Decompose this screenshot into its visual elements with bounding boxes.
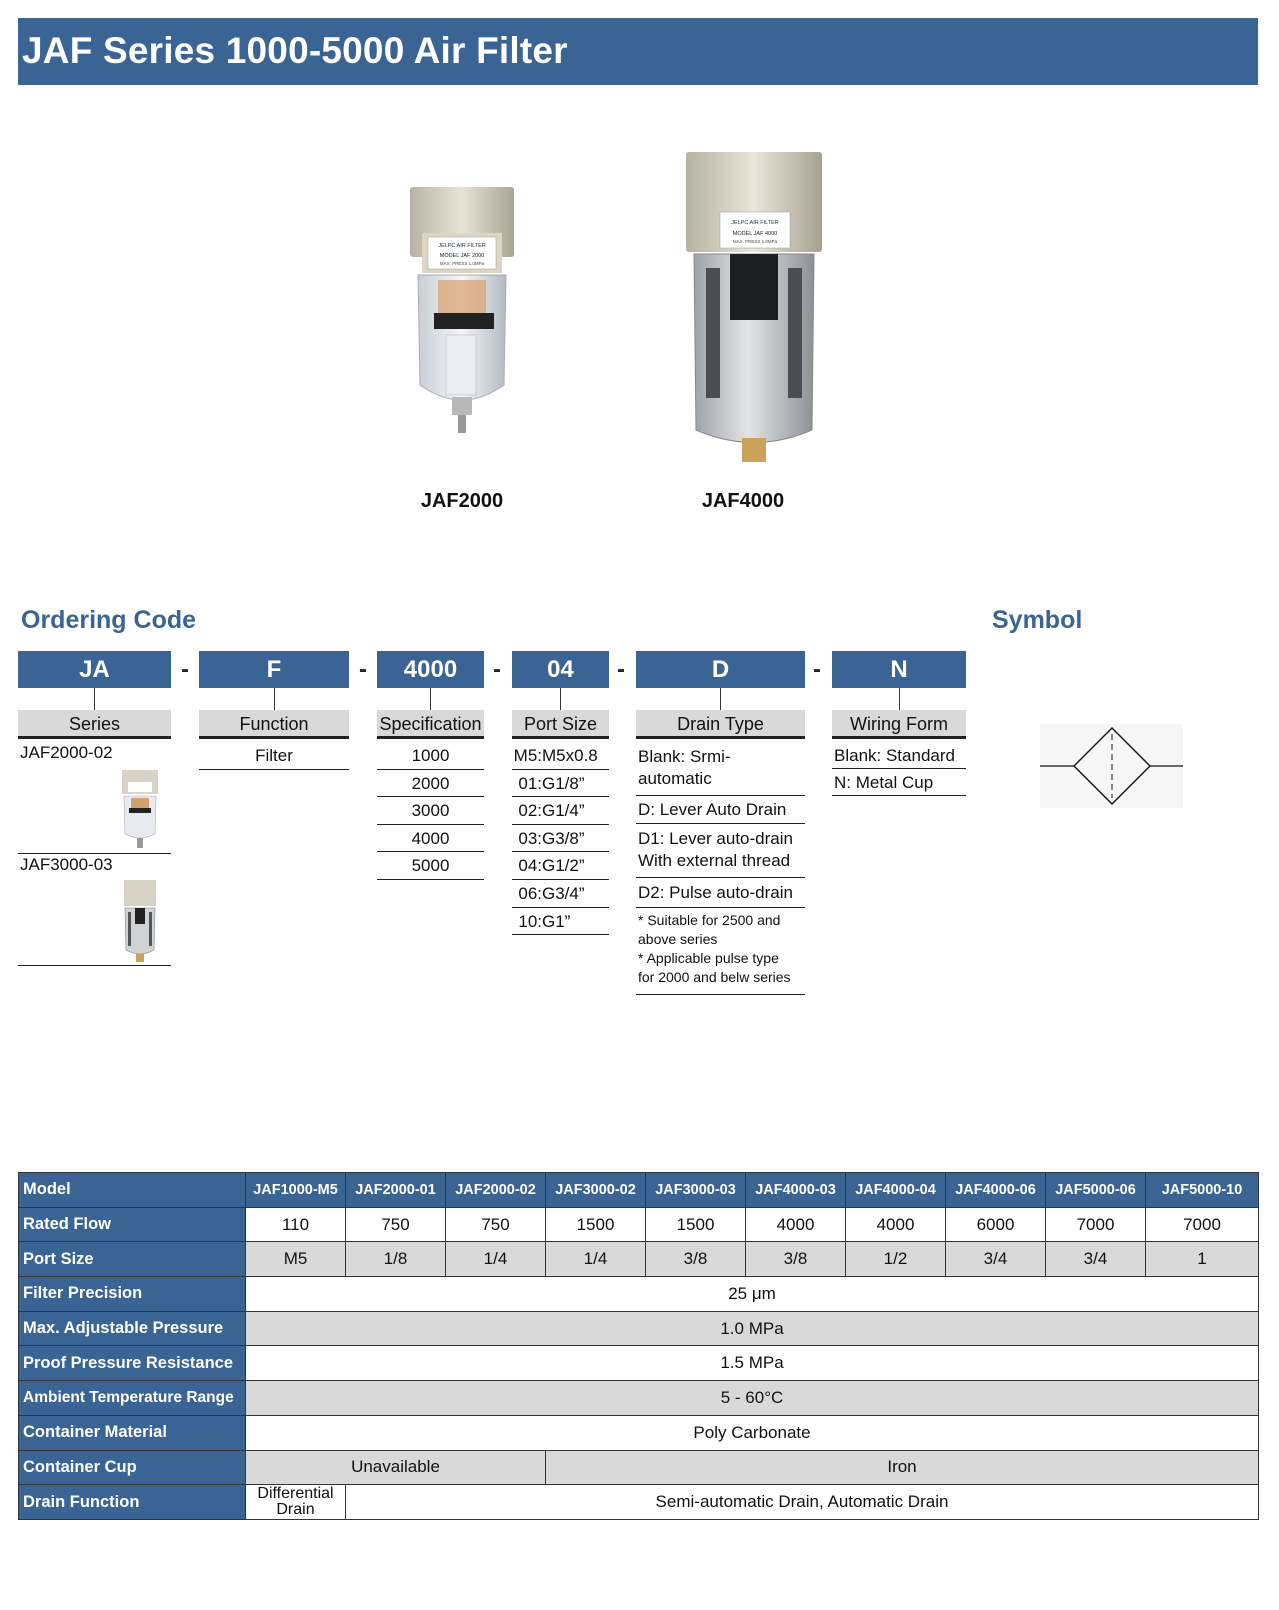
table-cell: 4000 (746, 1207, 846, 1242)
series-item (18, 742, 171, 854)
drain-function-line: Differential (257, 1485, 334, 1503)
drain-type-item: D2: Pulse auto-drain (636, 878, 805, 908)
wiring-form-item: N: Metal Cup (832, 769, 966, 796)
plate-brand-text: JELPC AIR FILTER (438, 243, 486, 249)
table-cell: 3/4 (1046, 1242, 1146, 1277)
code-dash: - (493, 656, 501, 683)
row-label-max-pressure: Max. Adjustable Pressure (19, 1311, 246, 1346)
connector-line (430, 688, 431, 710)
series-item (18, 854, 171, 966)
table-cell: 1.0 MPa (246, 1311, 1259, 1346)
port-size-item (512, 880, 609, 908)
drain-type-line: With external thread (638, 851, 791, 870)
wiring-form-header: Wiring Form (832, 710, 966, 739)
port-code: M5: (513, 746, 542, 765)
product-image-jaf4000 (684, 150, 824, 480)
symbol-title: Symbol (992, 606, 1083, 634)
code-specification: 4000 (377, 651, 484, 688)
series-header: Series (18, 710, 171, 739)
table-cell: Unavailable (246, 1450, 546, 1485)
filter-symbol-diagram (1040, 724, 1183, 808)
specification-item: 5000 (377, 852, 484, 880)
row-label-proof-pressure: Proof Pressure Resistance (19, 1346, 246, 1381)
code-port-size: 04 (512, 651, 609, 688)
plate-brand-text: JELPC AIR FILTER (731, 220, 779, 226)
port-size-item (512, 852, 609, 880)
port-value: M5x0.8 (542, 746, 598, 765)
drain-note-line: above series (638, 931, 718, 947)
table-cell: 1/4 (446, 1242, 546, 1277)
table-row-filter-precision (19, 1277, 1259, 1312)
drain-note-line: for 2000 and belw series (638, 969, 791, 985)
port-code: 01: (518, 773, 542, 793)
row-label-container-material: Container Material (19, 1415, 246, 1450)
specification-item: 4000 (377, 825, 484, 853)
port-value: G3/4” (542, 884, 585, 903)
series-thumb-jaf2000 (120, 768, 160, 850)
model-header: JAF4000-04 (846, 1173, 946, 1208)
code-dash: - (813, 656, 821, 683)
drain-type-header: Drain Type (636, 710, 805, 739)
port-value: G1/8” (542, 773, 585, 793)
plate-press-text: MAX. PRESS 1.0MPa (439, 261, 485, 266)
port-code: 02: (518, 801, 542, 821)
specification-item: 1000 (377, 742, 484, 770)
drain-function-line: Drain (276, 1501, 315, 1519)
table-cell: Iron (546, 1450, 1259, 1485)
port-size-header: Port Size (512, 710, 609, 739)
drain-type-item (636, 742, 805, 796)
table-row-ambient-temp (19, 1381, 1259, 1416)
drain-type-item: D: Lever Auto Drain (636, 796, 805, 824)
table-cell: 1/2 (846, 1242, 946, 1277)
drain-type-item (636, 824, 805, 878)
function-header: Function (199, 710, 349, 739)
port-code: 10: (518, 911, 542, 931)
plate-model-text: MODEL JAF 4000 (732, 231, 778, 237)
table-cell: 25 μm (246, 1277, 1259, 1312)
connector-line (720, 688, 721, 710)
code-drain-type: D (636, 651, 805, 688)
port-code: 03: (518, 828, 542, 848)
row-label-container-cup: Container Cup (19, 1450, 246, 1485)
drain-note-line: * Applicable pulse type (638, 950, 779, 966)
model-header: JAF3000-03 (646, 1173, 746, 1208)
table-cell: 5 - 60°C (246, 1381, 1259, 1416)
model-header: JAF2000-01 (346, 1173, 446, 1208)
port-code: 06: (518, 884, 542, 903)
code-dash: - (181, 656, 189, 683)
table-cell: 750 (446, 1207, 546, 1242)
model-header: JAF3000-02 (546, 1173, 646, 1208)
model-header: JAF5000-06 (1046, 1173, 1146, 1208)
drain-note-line: * Suitable for 2500 and (638, 912, 781, 928)
specification-item: 3000 (377, 797, 484, 825)
port-value: G1/2” (542, 856, 585, 876)
table-cell: Semi-automatic Drain, Automatic Drain (346, 1485, 1259, 1520)
page-title: JAF Series 1000-5000 Air Filter (22, 30, 568, 71)
row-label-rated-flow: Rated Flow (19, 1207, 246, 1242)
table-row-container-material (19, 1415, 1259, 1450)
connector-line (94, 688, 95, 710)
port-code: 04: (518, 856, 542, 876)
table-cell: 7000 (1046, 1207, 1146, 1242)
table-cell: 3/8 (746, 1242, 846, 1277)
specification-header: Specification (377, 710, 484, 739)
table-cell: 7000 (1146, 1207, 1259, 1242)
series-item-label: JAF3000-03 (20, 855, 113, 874)
title-bar (18, 18, 1258, 85)
specification-item: 2000 (377, 770, 484, 798)
port-size-item (512, 825, 609, 853)
row-label-ambient-temp: Ambient Temperature Range (19, 1381, 246, 1416)
port-size-item (512, 908, 609, 936)
spec-table (18, 1172, 1259, 1520)
port-size-item (512, 742, 609, 770)
table-cell (246, 1485, 346, 1520)
port-size-item (512, 797, 609, 825)
connector-line (899, 688, 900, 710)
port-size-item (512, 770, 609, 798)
row-label-model: Model (19, 1173, 246, 1208)
product-label-jaf4000: JAF4000 (701, 490, 785, 512)
table-row-rated-flow (19, 1207, 1259, 1242)
product-label-jaf2000: JAF2000 (420, 490, 504, 512)
connector-line (560, 688, 561, 710)
wiring-form-item: Blank: Standard (832, 742, 966, 769)
row-label-drain-function: Drain Function (19, 1485, 246, 1520)
table-cell: 1.5 MPa (246, 1346, 1259, 1381)
table-row-max-pressure (19, 1311, 1259, 1346)
model-header: JAF4000-06 (946, 1173, 1046, 1208)
table-row-drain-function (19, 1485, 1259, 1520)
drain-type-line: D1: Lever auto-drain (638, 829, 793, 848)
table-cell: 1 (1146, 1242, 1259, 1277)
table-row-model (19, 1173, 1259, 1208)
drain-type-notes (636, 908, 805, 995)
series-thumb-jaf3000 (122, 878, 158, 964)
table-cell: 1500 (546, 1207, 646, 1242)
plate-model-text: MODEL JAF 2000 (439, 253, 485, 259)
table-cell: 110 (246, 1207, 346, 1242)
product-image-jaf2000 (408, 185, 518, 445)
table-cell: M5 (246, 1242, 346, 1277)
table-cell: 3/4 (946, 1242, 1046, 1277)
table-cell: 1/4 (546, 1242, 646, 1277)
model-header: JAF1000-M5 (246, 1173, 346, 1208)
connector-line (274, 688, 275, 710)
table-row-proof-pressure (19, 1346, 1259, 1381)
table-cell: 750 (346, 1207, 446, 1242)
code-function: F (199, 651, 349, 688)
row-label-port-size: Port Size (19, 1242, 246, 1277)
table-row-container-cup (19, 1450, 1259, 1485)
row-label-filter-precision: Filter Precision (19, 1277, 246, 1312)
filter-symbol (1040, 724, 1183, 808)
code-wiring-form: N (832, 651, 966, 688)
series-item-label: JAF2000-02 (20, 743, 113, 762)
model-header: JAF2000-02 (446, 1173, 546, 1208)
drain-type-line: automatic (638, 769, 712, 788)
port-value: G1/4” (542, 801, 585, 821)
table-cell: 3/8 (646, 1242, 746, 1277)
table-row-port-size (19, 1242, 1259, 1277)
drain-type-line: Blank: Srmi- (638, 747, 731, 766)
table-cell: 1/8 (346, 1242, 446, 1277)
ordering-code-title: Ordering Code (21, 606, 197, 634)
table-cell: Poly Carbonate (246, 1415, 1259, 1450)
port-value: G3/8” (542, 828, 585, 848)
table-cell: 4000 (846, 1207, 946, 1242)
table-cell: 1500 (646, 1207, 746, 1242)
code-dash: - (617, 656, 625, 683)
function-item: Filter (199, 742, 349, 770)
model-header: JAF5000-10 (1146, 1173, 1259, 1208)
plate-press-text: MAX. PRESS 1.0MPa (732, 239, 778, 244)
code-dash: - (359, 656, 367, 683)
code-series: JA (18, 651, 171, 688)
port-value: G1” (542, 911, 571, 931)
model-header: JAF4000-03 (746, 1173, 846, 1208)
table-cell: 6000 (946, 1207, 1046, 1242)
